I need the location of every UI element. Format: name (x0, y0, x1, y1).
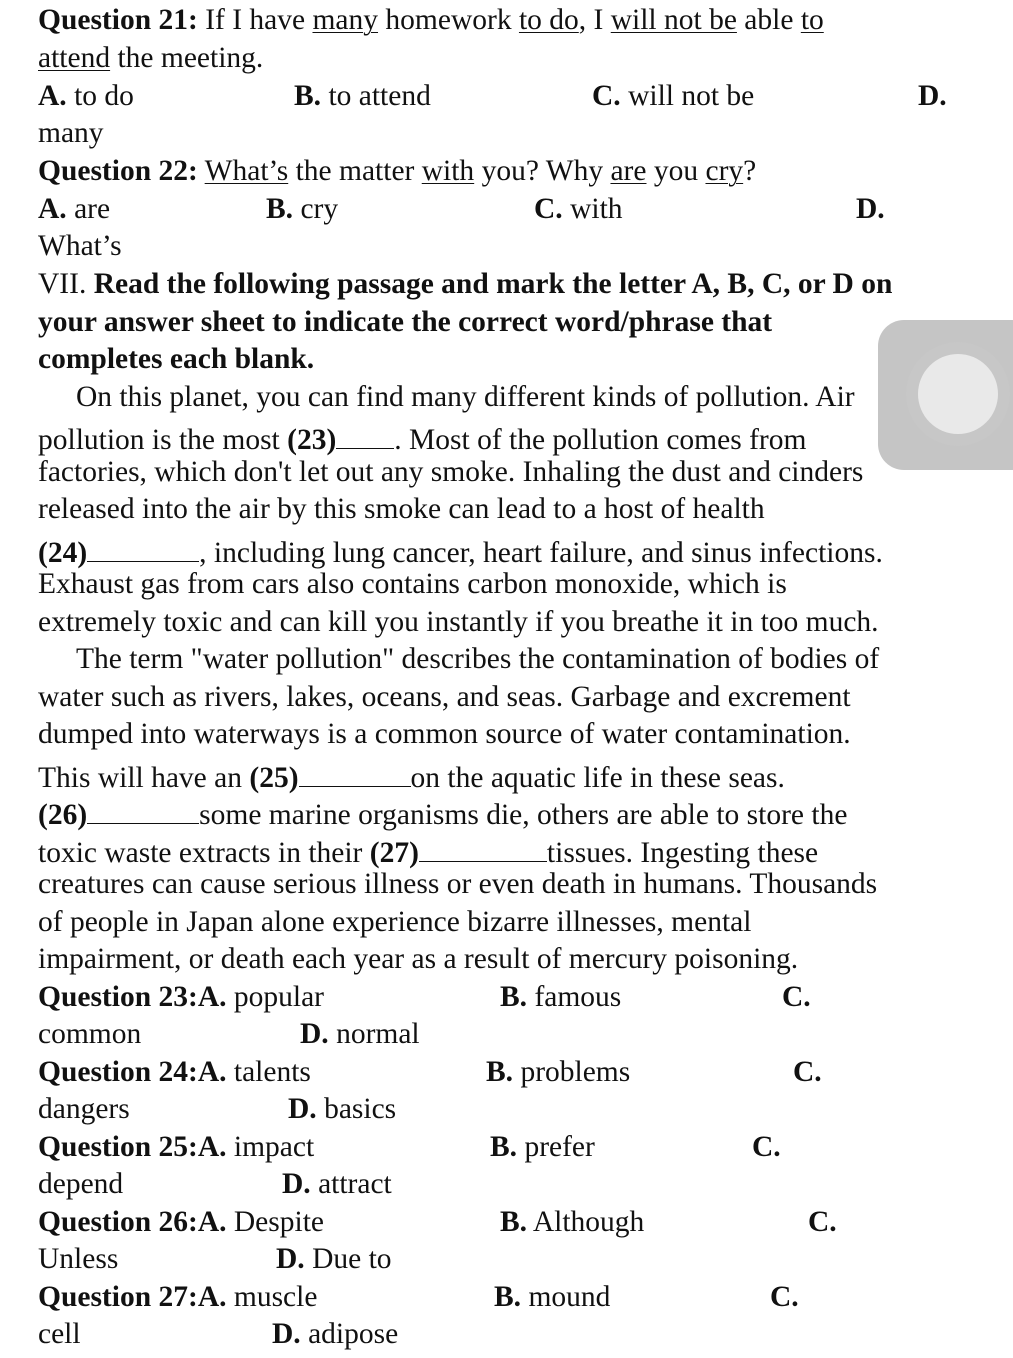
section-heading-line1: VII. Read the following passage and mark the letter A, B, C, or D on (38, 268, 893, 300)
blank-24[interactable] (87, 533, 199, 562)
q21-option-d-underlined: many (312, 4, 379, 36)
assistive-touch-button[interactable] (878, 320, 1013, 470)
q23-option-c-key[interactable]: C. (782, 981, 811, 1013)
section-heading-line3: completes each blank. (38, 343, 315, 375)
passage-line: On this planet, you can find many different kinds of pollution. Air (76, 381, 855, 413)
q25-option-a[interactable]: Question 25:A. impact (38, 1131, 315, 1163)
passage-line: released into the air by this smoke can lead to a host of health (38, 493, 765, 525)
passage-line: of people in Japan alone experience bizarre illnesses, mental (38, 906, 752, 938)
passage-line: extremely toxic and can kill you instantly if you breathe it in too much. (38, 606, 879, 638)
q22-label: Question 22: (38, 155, 198, 187)
q26-option-c[interactable]: Unless (38, 1243, 119, 1275)
passage-line: impairment, or death each year as a result of mercury poisoning. (38, 943, 799, 975)
q21-option-c[interactable]: C. will not be (592, 80, 755, 112)
q25-option-d[interactable]: D. attract (282, 1168, 392, 1200)
q21-label: Question 21: (38, 4, 198, 36)
assistive-touch-center-icon (918, 354, 998, 434)
q21-option-d[interactable]: many (38, 117, 104, 149)
q21-option-c-underlined: will not be (610, 4, 737, 36)
q24-option-c-key[interactable]: C. (793, 1056, 822, 1088)
q24-option-a[interactable]: Question 24:A. talents (38, 1056, 311, 1088)
passage-line: toxic waste extracts in their (27) tissues. Ingesting these (38, 833, 818, 869)
q26-option-b[interactable]: B. Although (500, 1206, 645, 1238)
q27-option-d[interactable]: D. adipose (272, 1318, 399, 1350)
passage-line: Exhaust gas from cars also contains carbon monoxide, which is (38, 568, 787, 600)
q22-option-a[interactable]: A. are (38, 193, 111, 225)
passage-line: creatures can cause serious illness or even death in humans. Thousands (38, 868, 878, 900)
passage-line: water such as rivers, lakes, oceans, and seas. Garbage and excrement (38, 681, 851, 713)
section-number: VII. (38, 268, 87, 300)
q25-option-c-key[interactable]: C. (752, 1131, 781, 1163)
passage-line: factories, which don't let out any smoke. Inhaling the dust and cinders (38, 456, 864, 488)
passage-line: The term "water pollution" describes the contamination of bodies of (76, 643, 880, 675)
q27-option-a[interactable]: Question 27:A. muscle (38, 1281, 318, 1313)
q26-option-a[interactable]: Question 26:A. Despite (38, 1206, 324, 1238)
q23-option-a[interactable]: Question 23:A. popular (38, 981, 324, 1013)
blank-25-number: (25) (249, 762, 299, 795)
blank-24-number: (24) (38, 537, 88, 570)
q25-option-c[interactable]: depend (38, 1168, 124, 1200)
q22-stem: Question 22: What’s the matter with you? Why are you cry? (38, 155, 757, 187)
q23-option-c[interactable]: common (38, 1018, 142, 1050)
q21-option-a[interactable]: A. to do (38, 80, 134, 112)
blank-26-number: (26) (38, 799, 88, 832)
blank-23-number: (23) (287, 424, 337, 457)
q27-label: Question 27: (38, 1281, 198, 1313)
passage-line: dumped into waterways is a common source of water contamination. (38, 718, 851, 750)
section-heading-line2: your answer sheet to indicate the correct word/phrase that (38, 306, 773, 338)
blank-23[interactable] (336, 420, 394, 449)
blank-25[interactable] (299, 758, 411, 787)
q22-option-b[interactable]: B. cry (266, 193, 339, 225)
blank-27[interactable] (419, 833, 547, 862)
passage-line: (26) some marine organisms die, others are able to store the (38, 795, 847, 831)
q26-label: Question 26: (38, 1206, 198, 1238)
q23-option-d[interactable]: D. normal (300, 1018, 420, 1050)
q21-option-a-underlined: to do (518, 4, 579, 36)
q22-option-d[interactable]: What’s (38, 230, 122, 262)
q23-label: Question 23: (38, 981, 198, 1013)
q21-stem-line1: Question 21: If I have many homework to do, I will not be able to (38, 4, 824, 36)
q27-option-c-key[interactable]: C. (770, 1281, 799, 1313)
q21-option-b[interactable]: B. to attend (294, 80, 431, 112)
q25-option-b[interactable]: B. prefer (490, 1131, 595, 1163)
q24-option-b[interactable]: B. problems (486, 1056, 631, 1088)
blank-26[interactable] (87, 795, 199, 824)
q26-option-d[interactable]: D. Due to (276, 1243, 392, 1275)
q22-option-c[interactable]: C. with (534, 193, 623, 225)
passage-line: pollution is the most (23) . Most of the pollution comes from (38, 420, 806, 456)
q21-stem-line2: attend the meeting. (38, 42, 264, 74)
q21-option-d-key[interactable]: D. (918, 80, 947, 112)
blank-27-number: (27) (369, 837, 419, 870)
passage-line: (24) , including lung cancer, heart failure, and sinus infections. (38, 533, 883, 569)
q25-label: Question 25: (38, 1131, 198, 1163)
q21-option-b-underlined: attend (38, 42, 111, 74)
q24-option-d[interactable]: D. basics (288, 1093, 397, 1125)
q22-option-d-key[interactable]: D. (856, 193, 885, 225)
q24-label: Question 24: (38, 1056, 198, 1088)
q23-option-b[interactable]: B. famous (500, 981, 622, 1013)
q27-option-c[interactable]: cell (38, 1318, 81, 1350)
q24-option-c[interactable]: dangers (38, 1093, 130, 1125)
q27-option-b[interactable]: B. mound (494, 1281, 611, 1313)
q26-option-c-key[interactable]: C. (808, 1206, 837, 1238)
passage-line: This will have an (25) on the aquatic life in these seas. (38, 758, 785, 794)
